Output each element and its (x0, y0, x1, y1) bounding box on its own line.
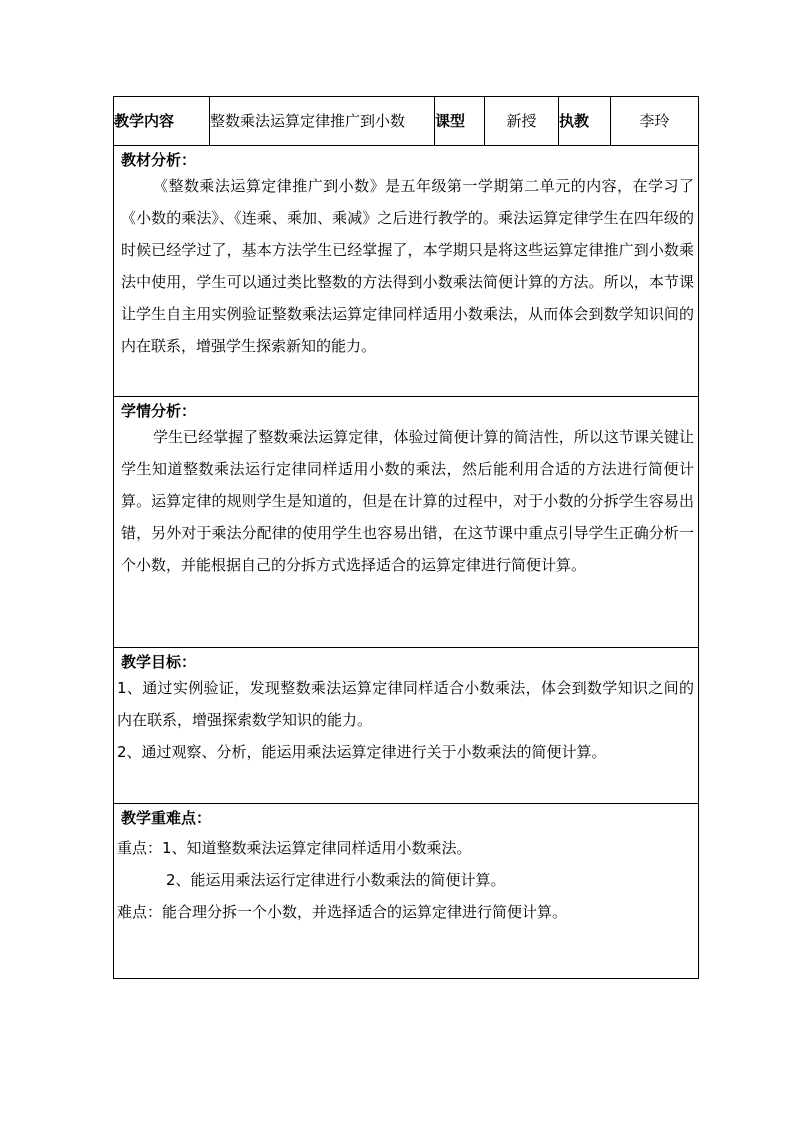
material-analysis-cell (114, 146, 699, 397)
material-analysis-title: 教材分析： (121, 151, 197, 169)
objectives-title: 教学目标： (121, 653, 197, 671)
key-point-1: 重点：1、知道整数乘法运算定律同样适用小数乘法。 (117, 839, 472, 857)
type-label: 课型 (435, 97, 485, 146)
student-analysis-row (114, 397, 699, 648)
type-value: 新授 (485, 97, 559, 146)
content-label: 教学内容 (114, 97, 210, 146)
objective-item-2: 2、通过观察、分析，能运用乘法运算定律进行关于小数乘法的简便计算。 (117, 743, 607, 761)
teacher-label: 执教 (559, 97, 611, 146)
key-points-row (114, 804, 699, 979)
difficulty-point: 难点：能合理分拆一个小数，并选择适合的运算定律进行简便计算。 (117, 903, 568, 921)
key-points-title: 教学重难点： (121, 809, 212, 827)
student-analysis-title: 学情分析： (121, 402, 197, 420)
key-points-cell (114, 804, 699, 979)
header-row (114, 97, 699, 146)
key-point-2: 2、能运用乘法运行定律进行小数乘法的简便计算。 (166, 871, 506, 889)
student-analysis-cell (114, 397, 699, 648)
teacher-value: 李玲 (611, 97, 699, 146)
content-value: 整数乘法运算定律推广到小数 (210, 97, 435, 146)
material-analysis-row (114, 146, 699, 397)
material-analysis-body: 《整数乘法运算定律推广到小数》是五年级第一学期第二单元的内容，在学习了《小数的乘法》、《连乘、乘加、乘减》之后进行教学的。乘法运算定律学生在四年级的时候已经学过了，基本方法学生已经掌握了，本学期只是将这些运算定律推广到小数乘法中使用，学生可以通过类比整数的方法得到小数乘法简便计算的方法。所以，本节课让学生自主用实例验证整数乘法运算定律同样适用小数乘法，从而体会到数学知识间的内在联系，增强学生探索新知的能力。 (121, 177, 694, 355)
student-analysis-body: 学生已经掌握了整数乘法运算定律，体验过简便计算的简洁性，所以这节课关键让学生知道整数乘法运行定律同样适用小数的乘法，然后能利用合适的方法进行简便计算。运算定律的规则学生是知道的，但是在计算的过程中，对于小数的分拆学生容易出错，另外对于乘法分配律的使用学生也容易出错，在这节课中重点引导学生正确分析一个小数，并能根据自己的分拆方式选择适合的运算定律进行简便计算。 (121, 428, 694, 574)
lesson-plan-table (113, 96, 699, 979)
objectives-cell (114, 648, 699, 804)
objectives-row (114, 648, 699, 804)
objective-item-1: 1、通过实例验证，发现整数乘法运算定律同样适合小数乘法，体会到数学知识之间的内在联系，增强探索数学知识的能力。 (117, 679, 694, 729)
